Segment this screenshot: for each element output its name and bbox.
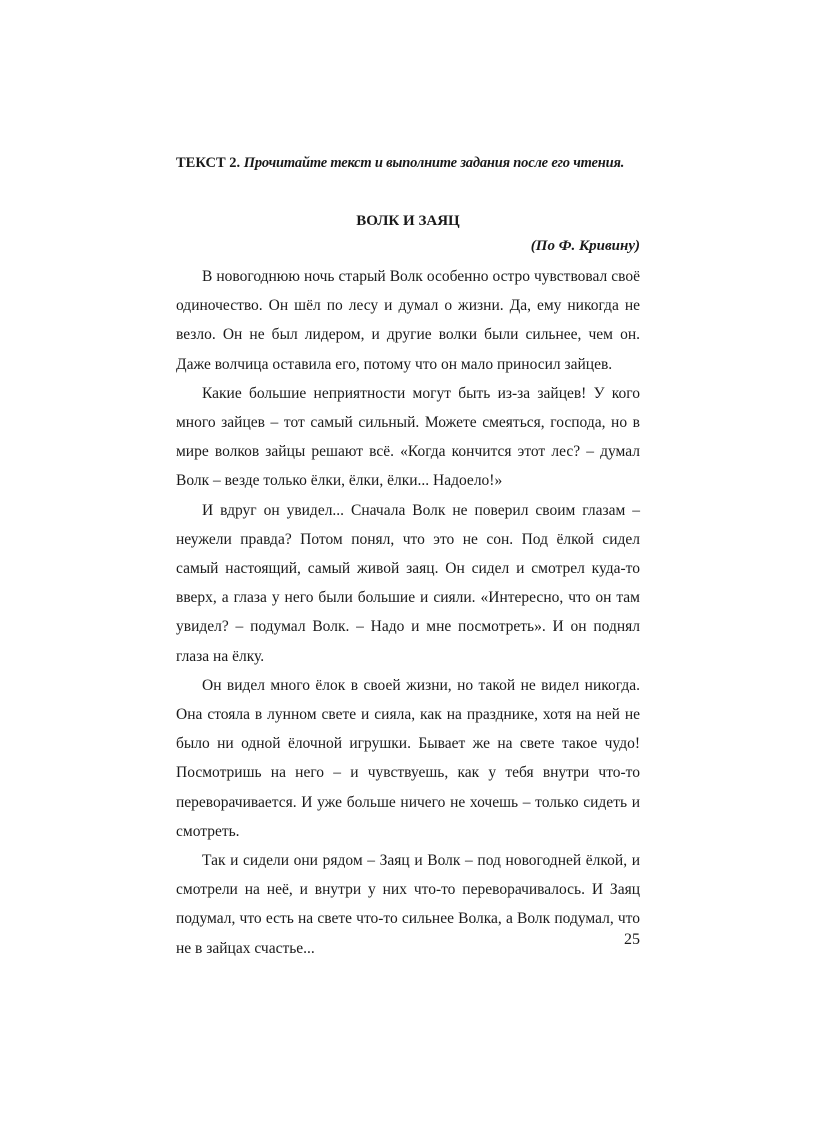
task-heading (176, 153, 646, 173)
task-label: ТЕКСТ 2. (176, 155, 241, 171)
story-paragraph-1: В новогоднюю ночь старый Волк особенно остро чувствовал своё одиночество. Он шёл по лесу и думал о жизни. Да, ему никогда не везло. Он не был лидером, и другие волки были сильнее, чем он. Даже волчица оставила его, потому что он мало приносил зайцев. (176, 268, 640, 373)
story-title: ВОЛК И ЗАЯЦ (356, 213, 460, 229)
story-author: (По Ф. Кривину) (530, 238, 640, 254)
story-paragraph-2: Какие большие неприятности могут быть из-за зайцев! У кого много зайцев – тот самый сильный. Можете смеяться, господа, но в мире волков зайцы решают всё. «Когда кончится этот лес? – думал Волк – везде только ёлки, ёлки, ёлки... Надоело!» (176, 384, 640, 490)
story-paragraph-5: Так и сидели они рядом – Заяц и Волк – под новогодней ёлкой, и смотрели на неё, и внутри у них что-то переворачивалось. И Заяц подумал, что есть на свете что-то сильнее Волка, а Волк подумал, что не в зайцах счастье... (176, 852, 640, 957)
story-body (176, 262, 640, 963)
story-paragraph-3: И вдруг он увидел... Сначала Волк не поверил своим глазам – неужели правда? Потом понял, что это не сон. Под ёлкой сидел самый настоящий, самый живой заяц. Он сидел и смотрел куда-то вверх, а глаза у него были большие и сияли. «Интересно, что он там увидел? – подумал Волк. – Надо и мне посмотреть». И он поднял глаза на ёлку. (176, 501, 640, 665)
page-number: 25 (624, 931, 640, 948)
task-instruction: Прочитайте текст и выполните задания после его чтения. (243, 155, 625, 171)
story-paragraph-4: Он видел много ёлок в своей жизни, но такой не видел никогда. Она стояла в лунном свете и сияла, как на празднике, хотя на ней не было ни одной ёлочной игрушки. Бывает же на свете такое чудо! Посмотришь на него – и чувствуешь, как у тебя внутри что-то переворачивается. И уже больше ничего не хочешь – только сидеть и смотреть. (176, 676, 640, 840)
